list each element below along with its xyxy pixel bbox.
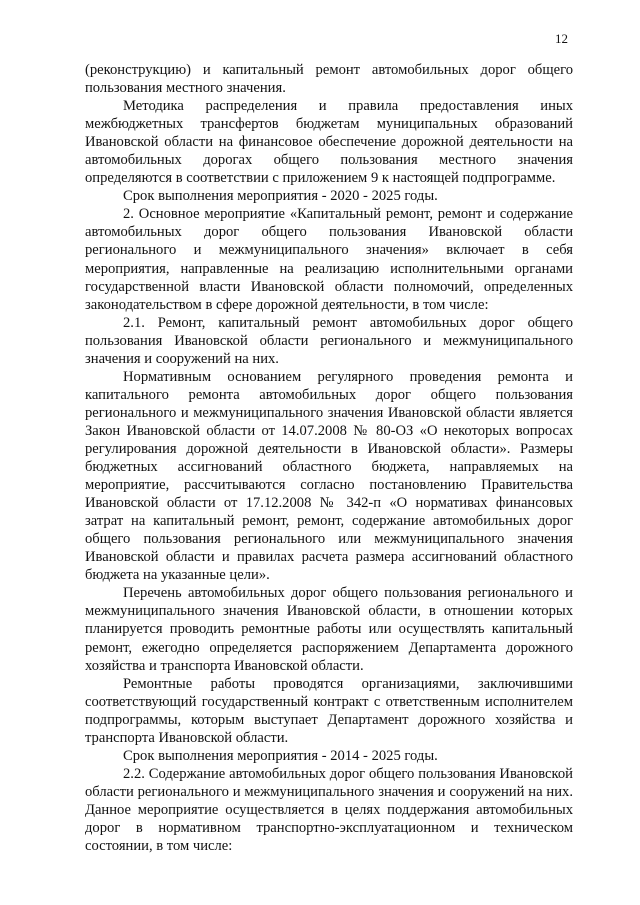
document-body	[85, 61, 573, 855]
paragraph: Перечень автомобильных дорог общего пользования регионального и межмуниципального значения Ивановской области, в отношении которых планируется проводить ремонтные работы или осуществлять капитальный ремонт, ежегодно определяется распоряжением Департамента дорожного хозяйства и транспорта Ивановской области.	[85, 585, 573, 674]
paragraph: Ремонтные работы проводятся организациями, заключившими соответствующий государственный контракт с ответственным исполнителем подпрограммы, которым выступает Департамент дорожного хозяйства и транспорта Ивановской области.	[85, 675, 573, 746]
paragraph: Методика распределения и правила предоставления иных межбюджетных трансфертов бюджетам муниципальных образований Ивановской области на финансовое обеспечение дорожной деятельности на автомобильных дорогах общего пользования местного значения определяются в соответствии с приложением 9 к настоящей подпрограмме.	[85, 98, 573, 187]
paragraph: Срок выполнения мероприятия - 2020 - 2025 годы.	[123, 188, 438, 205]
paragraph: Нормативным основанием регулярного проведения ремонта и капитального ремонта автомобильных дорог общего пользования регионального и межмуниципального значения Ивановской области является Закон Ивановской области от 14.07.2008 № 80-ОЗ «О некоторых вопросах регулирования дорожной деятельности в Ивановской области». Размеры бюджетных ассигнований областного бюджета, направляемых на мероприятие, рассчитываются согласно постановлению Правительства Ивановской области от 17.12.2008 № 342-п «О нормативах финансовых затрат на капитальный ремонт, ремонт, содержание автомобильных дорог общего пользования регионального или межмуниципального значения Ивановской области и правилах расчета размера ассигнований областного бюджета на указанные цели».	[85, 368, 573, 584]
paragraph: Срок выполнения мероприятия - 2014 - 2025 годы.	[123, 747, 438, 764]
paragraph: (реконструкцию) и капитальный ремонт автомобильных дорог общего пользования местного значения.	[85, 62, 573, 97]
paragraph: 2. Основное мероприятие «Капитальный ремонт, ремонт и содержание автомобильных дорог общего пользования Ивановской области регионального и межмуниципального значения» включает в себя мероприятия, направленные на реализацию исполнительными органами государственной власти Ивановской области полномочий, определенных законодательством в сфере дорожной деятельности, в том числе:	[85, 206, 573, 313]
page-number: 12	[555, 31, 568, 46]
paragraph: 2.2. Содержание автомобильных дорог общего пользования Ивановской области регионального и межмуниципального значения и сооружений на них. Данное мероприятие осуществляется в целях поддержания автомобильных дорог в нормативном транспортно-эксплуатационном и техническом состоянии, в том числе:	[85, 765, 573, 855]
paragraph: 2.1. Ремонт, капитальный ремонт автомобильных дорог общего пользования Ивановской области регионального и межмуниципального значения и сооружений на них.	[85, 314, 573, 367]
